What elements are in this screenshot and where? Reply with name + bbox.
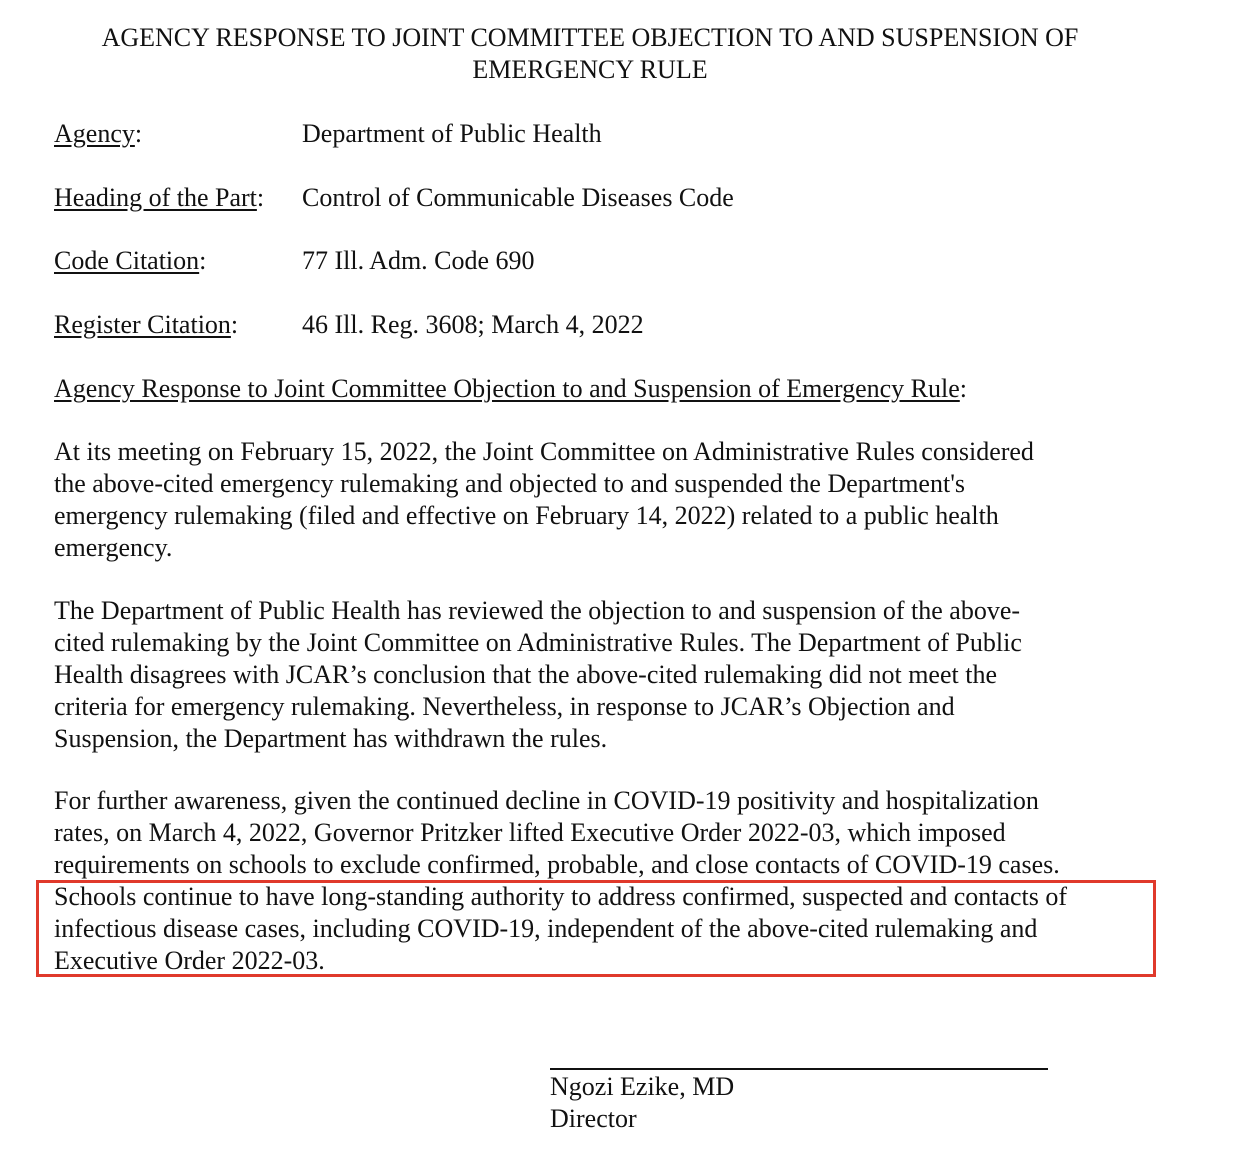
title-line-2: EMERGENCY RULE — [472, 55, 708, 84]
register-citation-label: Register Citation — [54, 310, 231, 339]
paragraph-line-highlighted: Schools continue to have long-standing authority to address confirmed, suspected and contacts of — [54, 882, 1068, 911]
agency-label: Agency — [54, 119, 135, 148]
signature-line — [550, 1068, 1048, 1070]
register-citation-field: Register Citation: 46 Ill. Reg. 3608; March 4, 2022 — [54, 310, 644, 339]
paragraph-1 — [54, 436, 1164, 564]
section-heading: Agency Response to Joint Committee Objection to and Suspension of Emergency Rule: — [54, 374, 968, 403]
paragraph-line: the above-cited emergency rulemaking and objected to and suspended the Department's — [54, 469, 965, 498]
agency-value: Department of Public Health — [302, 119, 602, 148]
paragraph-line-highlighted: Executive Order 2022-03. — [54, 946, 325, 975]
section-heading-text: Agency Response to Joint Committee Objection to and Suspension of Emergency Rule — [54, 374, 960, 403]
agency-field: Agency: Department of Public Health — [54, 119, 602, 148]
paragraph-line-highlighted: infectious disease cases, including COVID-19, independent of the above-cited rulemaking and — [54, 914, 1038, 943]
heading-value: Control of Communicable Diseases Code — [302, 183, 734, 212]
signatory-name: Ngozi Ezike, MD — [550, 1072, 735, 1101]
paragraph-line: criteria for emergency rulemaking. Nevertheless, in response to JCAR’s Objection and — [54, 692, 955, 721]
paragraph-2 — [54, 595, 1164, 755]
document-title — [40, 22, 1140, 86]
heading-label: Heading of the Part — [54, 183, 257, 212]
heading-field: Heading of the Part: Control of Communicable Diseases Code — [54, 183, 734, 212]
title-line-1: AGENCY RESPONSE TO JOINT COMMITTEE OBJECTION TO AND SUSPENSION OF — [101, 23, 1079, 52]
paragraph-line: requirements on schools to exclude confirmed, probable, and close contacts of COVID-19 cases. — [54, 850, 1060, 879]
paragraph-line: The Department of Public Health has reviewed the objection to and suspension of the above- — [54, 596, 1021, 625]
paragraph-line: cited rulemaking by the Joint Committee on Administrative Rules. The Department of Public — [54, 628, 1022, 657]
paragraph-line: For further awareness, given the continued decline in COVID-19 positivity and hospitalization — [54, 786, 1039, 815]
paragraph-line: At its meeting on February 15, 2022, the Joint Committee on Administrative Rules considered — [54, 437, 1034, 466]
paragraph-line: emergency. — [54, 533, 173, 562]
code-citation-field: Code Citation: 77 Ill. Adm. Code 690 — [54, 246, 535, 275]
paragraph-line: Suspension, the Department has withdrawn the rules. — [54, 724, 608, 753]
register-citation-value: 46 Ill. Reg. 3608; March 4, 2022 — [302, 310, 644, 339]
code-citation-value: 77 Ill. Adm. Code 690 — [302, 246, 535, 275]
paragraph-line: emergency rulemaking (filed and effective on February 14, 2022) related to a public health — [54, 501, 999, 530]
paragraph-line: rates, on March 4, 2022, Governor Pritzker lifted Executive Order 2022-03, which imposed — [54, 818, 1006, 847]
highlight-box — [36, 880, 1156, 977]
code-citation-label: Code Citation — [54, 246, 200, 275]
paragraph-line: Health disagrees with JCAR’s conclusion that the above-cited rulemaking did not meet the — [54, 660, 997, 689]
signatory-title: Director — [550, 1104, 637, 1133]
